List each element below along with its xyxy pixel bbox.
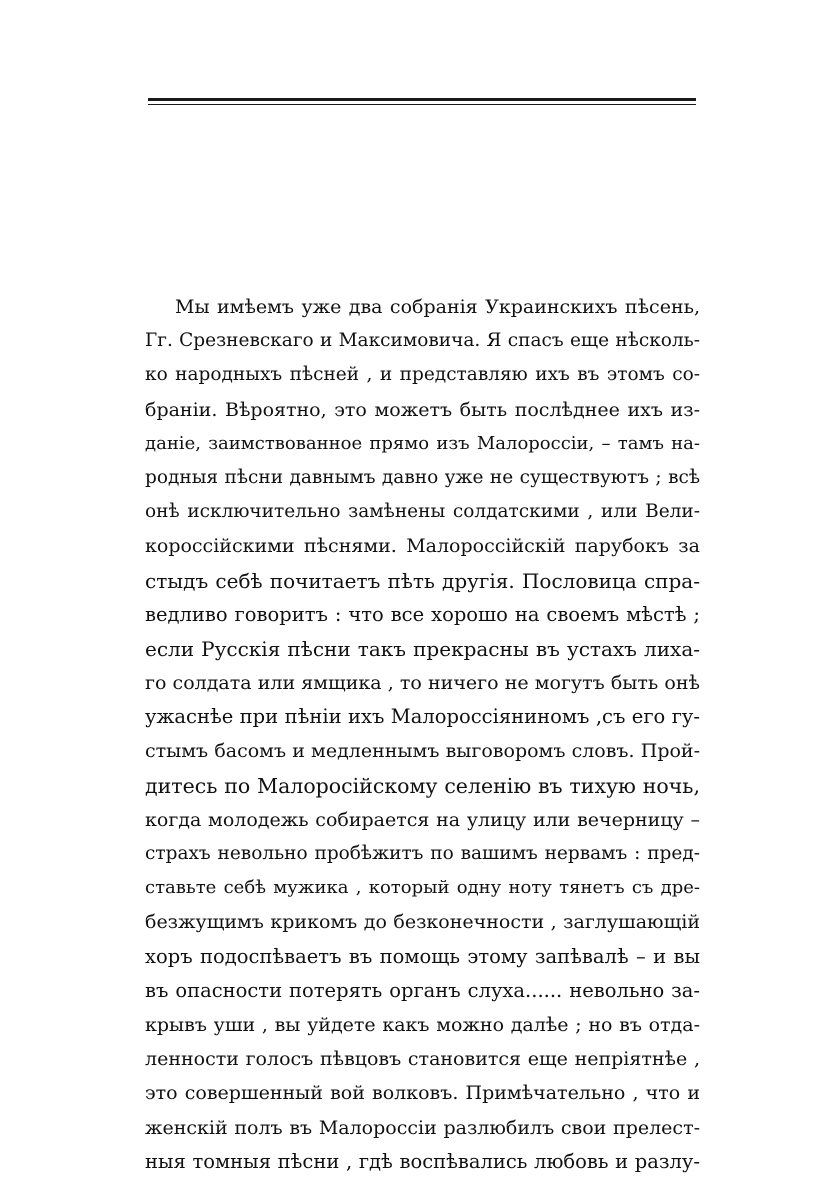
text-line: ужаснѣе при пѣніи ихъ Малороссіяниномъ ,съ его гу- [145,705,700,729]
text-line: дитесь по Малоросійскому селенію въ тихую ночь, [145,773,700,798]
header-rule-thin [148,104,696,105]
text-line: хоръ подоспѣваетъ въ помощь этому запѣвалѣ – и вы [145,944,700,968]
header-rule-thick [148,98,696,101]
text-line: ко народныхъ пѣсней , и представляю ихъ въ этомъ со- [145,364,700,386]
text-line: короссійскими пѣснями. Малороссійскій парубокъ за [145,535,700,558]
text-line: стымъ басомъ и медленнымъ выговоромъ словъ. Прой- [145,740,700,763]
text-line: ведливо говоритъ : что все хорошо на своемъ мѣстѣ ; [145,602,700,626]
text-line: женскій полъ въ Малороссіи разлюбилъ свои прелест- [145,1116,700,1139]
text-line: родныя пѣсни давнымъ давно уже не существуютъ ; всѣ [145,466,700,488]
text-line: го солдата или ямщика , то ничего не могутъ быть онѣ [145,672,700,695]
text-line: страхъ невольно пробѣжитъ по вашимъ нервамъ : пред- [145,843,700,864]
text-line: Мы имѣемъ уже два собранія Украинскихъ пѣсень, [175,296,700,318]
text-line: ныя томныя пѣсни , гдѣ воспѣвались любовь и разлу- [145,1149,700,1173]
text-line: если Русскія пѣсни такъ прекрасны въ устахъ лиха- [145,636,700,661]
text-line: даніе, заимствованное прямо изъ Малороссіи, – тамъ на- [145,432,700,454]
text-line: онѣ исключительно замѣнены солдатскими , или Вели- [145,501,700,523]
text-line: это совершенный вой волковъ. Примѣчательно , что и [145,1082,700,1105]
text-line: безжущимъ крикомъ до безконечности , заглушающій [145,911,700,934]
text-line: ставьте себѣ мужика , который одну ноту тянетъ съ дре- [145,877,700,899]
text-line: въ опасности потерять органъ слуха...... невольно за- [145,978,700,1002]
text-line: браніи. Вѣроятно, это можетъ быть послѣднее ихъ из- [145,398,700,421]
text-line: стыдъ себѣ почитаетъ пѣть другія. Пословица спра- [145,568,700,593]
text-line: когда молодежь собирается на улицу или вечерницу – [145,808,700,831]
text-line: крывъ уши , вы уйдете какъ можно далѣе ; но въ отда- [145,1013,700,1036]
text-line: Гг. Срезневскаго и Максимовича. Я спасъ еще нѣсколь- [145,330,700,352]
body-text [145,290,700,1179]
text-line: ленности голосъ пѣвцовъ становится еще непріятнѣе , [145,1048,700,1071]
